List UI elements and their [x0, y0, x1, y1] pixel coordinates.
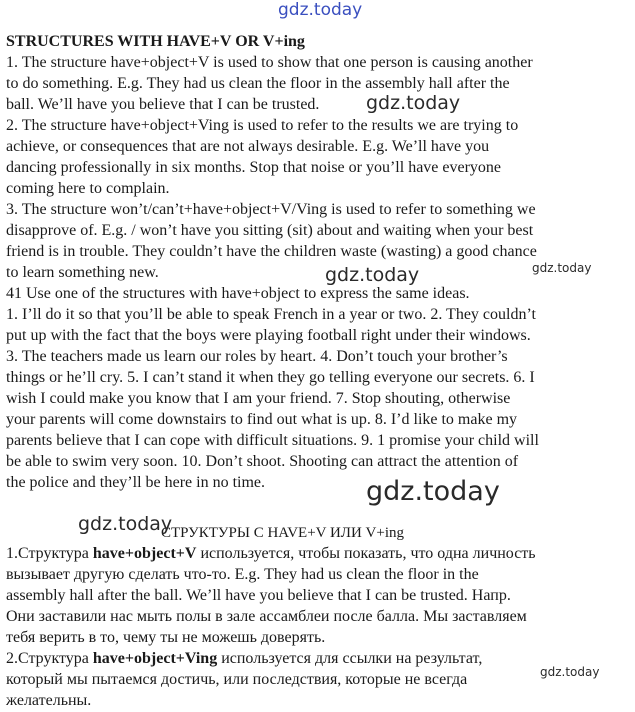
- text-line: Они заставили нас мыть полы в зале ассамблеи после балла. Мы заставляем: [6, 608, 527, 625]
- text-line: 1. The structure have+object+V is used to show that one person is causing another: [6, 54, 533, 71]
- rule-text: используется, чтобы показать, что одна личность: [196, 545, 536, 562]
- rule-2-ru: [6, 648, 631, 711]
- text-line: your parents will come downstairs to find out what is up. 8. I’d like to make my: [6, 411, 518, 428]
- text-line: 3. The structure won’t/can’t+have+object+V/Ving is used to refer to something we: [6, 201, 536, 218]
- text-line: assembly hall after the ball. We’ll have you believe that I can be trusted. Напр.: [6, 587, 511, 604]
- text-line: friend is in trouble. They couldn’t have the children waste (wasting) a good chance: [6, 243, 537, 260]
- watermark-top: gdz.today: [278, 0, 363, 20]
- watermark: gdz.today: [366, 92, 461, 114]
- text-line: to do something. E.g. They had us clean the floor in the assembly hall after the: [6, 75, 510, 92]
- watermark: gdz.today: [366, 476, 500, 507]
- text-line: 1. I’ll do it so that you’ll be able to speak French in a year or two. 2. They couldn’t: [6, 306, 536, 323]
- text-line: wish I could make you know that I am your friend. 7. Stop shouting, otherwise: [6, 390, 511, 407]
- text-line: вызывает другую сделать что-то. E.g. They had us clean the floor in the: [6, 566, 479, 583]
- text-line: the police and they’ll be here in no time.: [6, 474, 266, 491]
- rule-1-ru: [6, 543, 631, 648]
- text-line: желательны.: [6, 692, 92, 709]
- text-line: parents believe that I can cope with difficult situations. 9. 1 promise your child will: [6, 432, 539, 449]
- text-line: 3. The teachers made us learn our roles by heart. 4. Don’t touch your brother’s: [6, 348, 508, 365]
- text-line: to learn something new.: [6, 264, 159, 281]
- exercise-instruction: 41 Use one of the structures with have+object to express the same ideas.: [6, 285, 470, 302]
- text-line: achieve, or consequences that are not always desirable. E.g. We’ll have you: [6, 138, 490, 155]
- text-line: 2. The structure have+object+Ving is used to refer to the results we are trying to: [6, 117, 519, 134]
- rule-1-en: [6, 52, 631, 115]
- text-line: тебя верить в то, чему ты не можешь доверять.: [6, 629, 326, 646]
- rule-prefix: 1.Структура: [6, 545, 93, 562]
- rule-prefix: 2.Структура: [6, 650, 93, 667]
- text-line: things or he’ll cry. 5. I can’t stand it when they go telling everyone our secrets. 6. I: [6, 369, 535, 386]
- text-line: [6, 648, 631, 669]
- rule-2-en: [6, 115, 631, 199]
- structure-formula: have+object+V: [92, 545, 197, 562]
- text-line: disapprove of. E.g. / won’t have you sitting (sit) about and waiting when your best: [6, 222, 534, 239]
- text-line: be able to swim very soon. 10. Don’t shoot. Shooting can attract the attention of: [6, 453, 519, 470]
- watermark: gdz.today: [78, 513, 173, 535]
- exercise-41: [6, 283, 631, 493]
- watermark: gdz.today: [540, 665, 600, 679]
- section-title-ru: СТРУКТУРЫ С HAVE+V ИЛИ V+ing: [161, 525, 405, 541]
- textbook-page: [6, 32, 631, 711]
- text-line: ball. We’ll have you believe that I can be trusted.: [6, 96, 320, 113]
- structure-formula: have+object+Ving: [92, 650, 218, 667]
- watermark: gdz.today: [325, 264, 420, 286]
- text-line: coming here to complain.: [6, 180, 170, 197]
- text-line: put up with the fact that the boys were playing football right under their windows.: [6, 327, 531, 344]
- rule-text: используется для ссылки на результат,: [217, 650, 483, 667]
- text-line: dancing professionally in six months. Stop that noise or you’ll have everyone: [6, 159, 502, 176]
- text-line: который мы пытаемся достичь, или последствия, которые не всегда: [6, 671, 468, 688]
- section-title-en: STRUCTURES WITH HAVE+V OR V+ing: [6, 33, 305, 50]
- text-line: [6, 543, 631, 564]
- watermark: gdz.today: [532, 261, 592, 275]
